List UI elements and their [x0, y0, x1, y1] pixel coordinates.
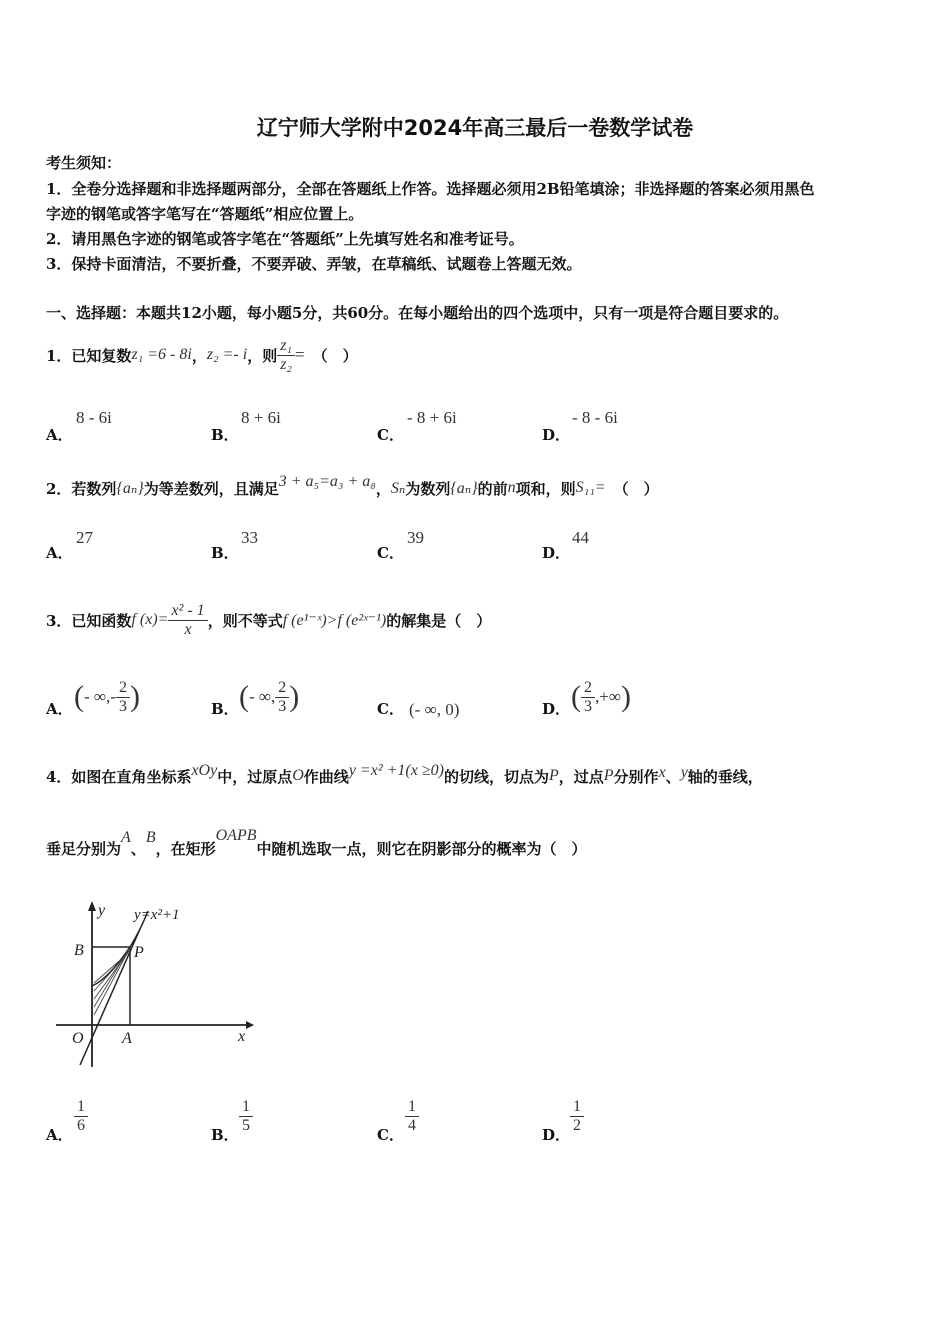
q4-a: A [121, 829, 131, 846]
q2-option-d[interactable]: 44 [572, 528, 589, 547]
notice-line-3: 3．保持卡面清洁，不要折叠，不要弄破、弄皱，在草稿纸、试题卷上答题无效。 [46, 255, 582, 273]
q1-then: ，则 [247, 346, 278, 365]
q3-a-num: 2 [116, 679, 130, 698]
q1-frac-num: z₁ [277, 337, 295, 356]
q3-d-right: ,+∞ [595, 687, 621, 706]
q4-option-a[interactable] [74, 1098, 88, 1135]
q1-z1: z₁ =6 - 8i [131, 346, 192, 363]
q1-option-a[interactable]: 8 - 6i [76, 408, 112, 427]
q4-p6: 分别作 [613, 767, 659, 786]
q2-s11: S₁₁= [575, 479, 606, 496]
q4-o: O [292, 767, 304, 784]
q3-d-open: ( [571, 680, 581, 713]
q4-d-num: 1 [570, 1098, 584, 1117]
q3-d-den: 3 [584, 697, 592, 715]
q3-a-frac [116, 679, 130, 716]
q2-an2: {aₙ} [450, 480, 478, 497]
q2-sn: Sₙ [390, 480, 406, 497]
q3-p2: ，则不等式 [207, 611, 283, 630]
q3-b-open: ( [239, 680, 249, 713]
section-heading: 一、选择题：本题共12小题，每小题5分，共60分。在每小题给出的四个选项中，只有一项是符合题目要求的。 [46, 304, 789, 322]
q2-p6: 项和，则 [515, 479, 576, 498]
q4-option-b-label[interactable]: B． [211, 1126, 239, 1144]
q4-d-den: 2 [573, 1117, 581, 1134]
q4-oapb: OAPB [215, 827, 257, 844]
q4-p7: 、 [665, 767, 681, 786]
q4-line2a: 垂足分别为 [46, 839, 122, 858]
question-4-line-2 [46, 828, 587, 868]
q4-b: B [145, 829, 156, 846]
q3-a-close: ) [129, 680, 140, 713]
q1-prefix: 1．已知复数 [46, 346, 132, 365]
q3-option-b-label[interactable]: B． [211, 700, 239, 718]
question-4-line-1 [46, 758, 763, 794]
q4-p2: 中，过原点 [217, 767, 293, 786]
q3-b-close: ) [289, 680, 300, 713]
x-axis-label: x [238, 1028, 246, 1045]
q2-option-b-label[interactable]: B． [211, 544, 239, 562]
origin-label: O [72, 1030, 84, 1047]
q4-a-num: 1 [74, 1098, 88, 1117]
q4-p5: ，过点 [558, 767, 604, 786]
q2-an: {aₙ} [116, 480, 144, 497]
y-axis-arrow [88, 901, 96, 911]
q4-p8: 轴的垂线， [687, 767, 763, 786]
q3-option-b[interactable] [239, 672, 299, 722]
q2-p2: 为等差数列，且满足 [143, 479, 279, 498]
q3-option-a[interactable] [74, 672, 140, 722]
q3-d-num: 2 [581, 679, 595, 698]
q3-frac-den: x [184, 620, 192, 638]
q3-frac-num: x² - 1 [168, 602, 207, 621]
q1-blank: （ ） [312, 346, 358, 365]
q3-option-c[interactable]: (- ∞, 0) [409, 700, 460, 719]
q4-option-c[interactable] [405, 1098, 419, 1135]
q2-option-d-label[interactable]: D． [542, 544, 571, 562]
page-title: 辽宁师大学附中2024年高三最后一卷数学试卷 [256, 116, 694, 140]
q2-option-c[interactable]: 39 [407, 528, 424, 547]
q4-p4: 的切线，切点为 [443, 767, 549, 786]
q1-eq: = [295, 345, 305, 364]
q1-option-c-label[interactable]: C． [377, 426, 404, 444]
q3-option-c-label[interactable]: C． [377, 700, 404, 718]
q1-option-d[interactable]: - 8 - 6i [572, 408, 618, 427]
q4-option-a-label[interactable]: A． [46, 1126, 73, 1144]
curve-label: y=x²+1 [134, 907, 180, 923]
q3-b-frac [275, 679, 289, 716]
q4-y: y [680, 764, 688, 781]
q2-cond: 3 + a₅=a₃ + a₈ [278, 473, 376, 490]
q1-z2: z₂ =- i [206, 346, 248, 363]
q4-b-den: 5 [242, 1117, 250, 1134]
q1-fraction [277, 337, 295, 374]
q2-n: n [507, 479, 516, 496]
q3-p1: 3．已知函数 [46, 611, 132, 630]
q1-option-a-label[interactable]: A． [46, 426, 73, 444]
q4-option-c-label[interactable]: C． [377, 1126, 404, 1144]
q2-p4: 为数列 [405, 479, 451, 498]
q4-option-b[interactable] [239, 1098, 253, 1135]
q1-option-d-label[interactable]: D． [542, 426, 571, 444]
point-a-label: A [122, 1030, 132, 1047]
q3-fraction [168, 602, 207, 639]
q3-b-den: 3 [278, 697, 287, 715]
q4-line2b: 、 [130, 839, 146, 858]
notice-line-2: 2．请用黑色字迹的钢笔或答字笔在“答题纸”上先填写姓名和准考证号。 [46, 230, 524, 248]
q3-option-a-label[interactable]: A． [46, 700, 73, 718]
q2-p1: 2．若数列 [46, 479, 117, 498]
question-2 [46, 468, 659, 508]
q4-c-num: 1 [405, 1098, 419, 1117]
q4-figure [50, 895, 260, 1075]
q4-p1: 4．如图在直角坐标系 [46, 767, 192, 786]
q4-x: x [658, 764, 666, 781]
question-1 [46, 330, 358, 380]
q1-option-b-label[interactable]: B． [211, 426, 239, 444]
q3-b-left: - ∞, [249, 687, 276, 706]
q3-fx: f (x)= [131, 611, 169, 628]
notice-heading: 考生须知： [46, 154, 122, 172]
q3-a-left: - ∞,- [84, 687, 116, 706]
q3-option-d-label[interactable]: D． [542, 700, 571, 718]
q3-d-close: ) [620, 680, 631, 713]
q4-c-den: 4 [408, 1117, 416, 1134]
q1-option-c[interactable]: - 8 + 6i [407, 408, 457, 427]
q2-option-a-label[interactable]: A． [46, 544, 73, 562]
q4-curve: y =x² +1(x ≥0) [348, 762, 444, 779]
q4-option-d-label[interactable]: D． [542, 1126, 571, 1144]
q2-blank: （ ） [613, 479, 659, 498]
q1-frac-den: z₂ [280, 355, 292, 373]
q4-line2d: 中随机选取一点，则它在阴影部分的概率为（ ） [256, 839, 587, 858]
q2-option-c-label[interactable]: C． [377, 544, 404, 562]
point-b-label: B [74, 942, 84, 959]
q4-b-num: 1 [239, 1098, 253, 1117]
point-p-label: P [134, 944, 144, 961]
question-3 [46, 592, 491, 648]
q4-p-2: P [603, 767, 614, 784]
q3-d-frac [581, 679, 595, 716]
q4-line2c: ，在矩形 [155, 839, 216, 858]
q3-b-num: 2 [275, 679, 289, 698]
q1-sep: ， [191, 346, 207, 365]
q3-a-den: 3 [118, 697, 127, 715]
q4-xoy: xOy [191, 762, 218, 779]
q3-a-open: ( [74, 680, 84, 713]
q3-p3: 的解集是（ ） [386, 611, 492, 630]
q1-option-b[interactable]: 8 + 6i [241, 408, 281, 427]
q2-option-b[interactable]: 33 [241, 528, 258, 547]
notice-line-1: 1．全卷分选择题和非选择题两部分，全部在答题纸上作答。选择题必须用2B铅笔填涂；非选择题的答案必须用黑色 [46, 180, 815, 198]
q4-a-den: 6 [77, 1117, 85, 1134]
notice-line-1b: 字迹的钢笔或答字笔写在“答题纸”相应位置上。 [46, 205, 364, 223]
q4-p3: 作曲线 [303, 767, 349, 786]
q2-p3: ， [375, 479, 391, 498]
q3-ineq: f (e¹⁻ˣ)>f (e²ˣ⁻¹) [282, 612, 387, 629]
q4-option-d[interactable] [570, 1098, 584, 1135]
q4-p: P [548, 767, 559, 784]
y-axis-label: y [98, 902, 106, 919]
q2-p5: 的前 [477, 479, 508, 498]
q3-option-d[interactable] [571, 672, 631, 722]
x-axis-arrow [246, 1021, 254, 1029]
q2-option-a[interactable]: 27 [76, 528, 93, 547]
